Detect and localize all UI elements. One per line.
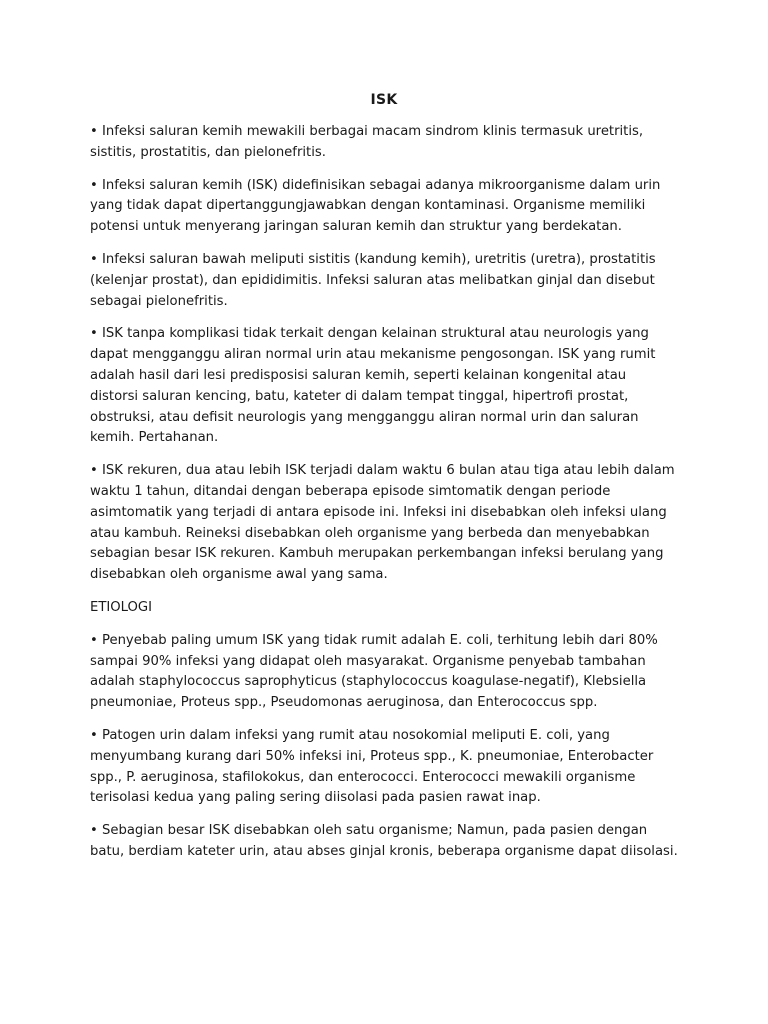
paragraph-complicated-isk: • ISK tanpa komplikasi tidak terkait dengan kelainan struktural atau neurologis yang dapat mengganggu aliran normal urin atau mekanisme pengosongan. ISK yang rumit adalah hasil dari lesi predisposisi saluran kemih, seperti kelainan kongenital atau distorsi saluran kencing, batu, kateter di dalam tempat tinggal, hipertrofi prostat, obstruksi, atau defisit neurologis yang mengganggu aliran normal urin dan saluran kemih. Pertahanan. [90, 326, 656, 446]
paragraph-isk-definition: • Infeksi saluran kemih (ISK) didefinisikan sebagai adanya mikroorganisme dalam urin yang tidak dapat dipertanggungjawabkan dengan kontaminasi. Organisme memiliki potensi untuk menyerang jaringan saluran kemih dan struktur yang berdekatan. [90, 177, 661, 235]
paragraph-lower-upper-tract: • Infeksi saluran bawah meliputi sistitis (kandung kemih), uretritis (uretra), prostatitis (kelenjar prostat), dan epididimitis. Infeksi saluran atas melibatkan ginjal dan disebut sebagai pielonefritis. [90, 251, 656, 309]
paragraph-common-causes: • Penyebab paling umum ISK yang tidak rumit adalah E. coli, terhitung lebih dari 80% sampai 90% infeksi yang didapat oleh masyarakat. Organisme penyebab tambahan adalah staphylococcus saprophyticus (staphylococcus koagulase-negatif), Klebsiella pneumoniae, Proteus spp., Pseudomonas aeruginosa, dan Enterococcus spp. [90, 632, 658, 711]
paragraph-isk-definition-syndromes: • Infeksi saluran kemih mewakili berbagai macam sindrom klinis termasuk uretritis, sistitis, prostatitis, dan pielonefritis. [90, 124, 644, 160]
paragraph-single-organism: • Sebagian besar ISK disebabkan oleh satu organisme; Namun, pada pasien dengan batu, berdiam kateter urin, atau abses ginjal kronis, beberapa organisme dapat diisolasi. [90, 823, 678, 859]
paragraph-complicated-pathogens: • Patogen urin dalam infeksi yang rumit atau nosokomial meliputi E. coli, yang menyumbang kurang dari 50% infeksi ini, Proteus spp., K. pneumoniae, Enterobacter spp., P. aeruginosa, stafilokokus, dan enterococci. Enterococci mewakili organisme terisolasi kedua yang paling sering diisolasi pada pasien rawat inap. [90, 727, 654, 806]
paragraph-recurrent-isk: • ISK rekuren, dua atau lebih ISK terjadi dalam waktu 6 bulan atau tiga atau lebih dalam waktu 1 tahun, ditandai dengan beberapa episode simtomatik dengan periode asimtomatik yang terjadi di antara episode ini. Infeksi ini disebabkan oleh infeksi ulang atau kambuh. Reineksi disebabkan oleh organisme yang berbeda dan menyebabkan sebagian besar ISK rekuren. Kambuh merupakan perkembangan infeksi berulang yang disebabkan oleh organisme awal yang sama. [90, 463, 675, 583]
document-title: ISK [370, 92, 398, 108]
section-heading-etiology: ETIOLOGI [90, 599, 153, 615]
